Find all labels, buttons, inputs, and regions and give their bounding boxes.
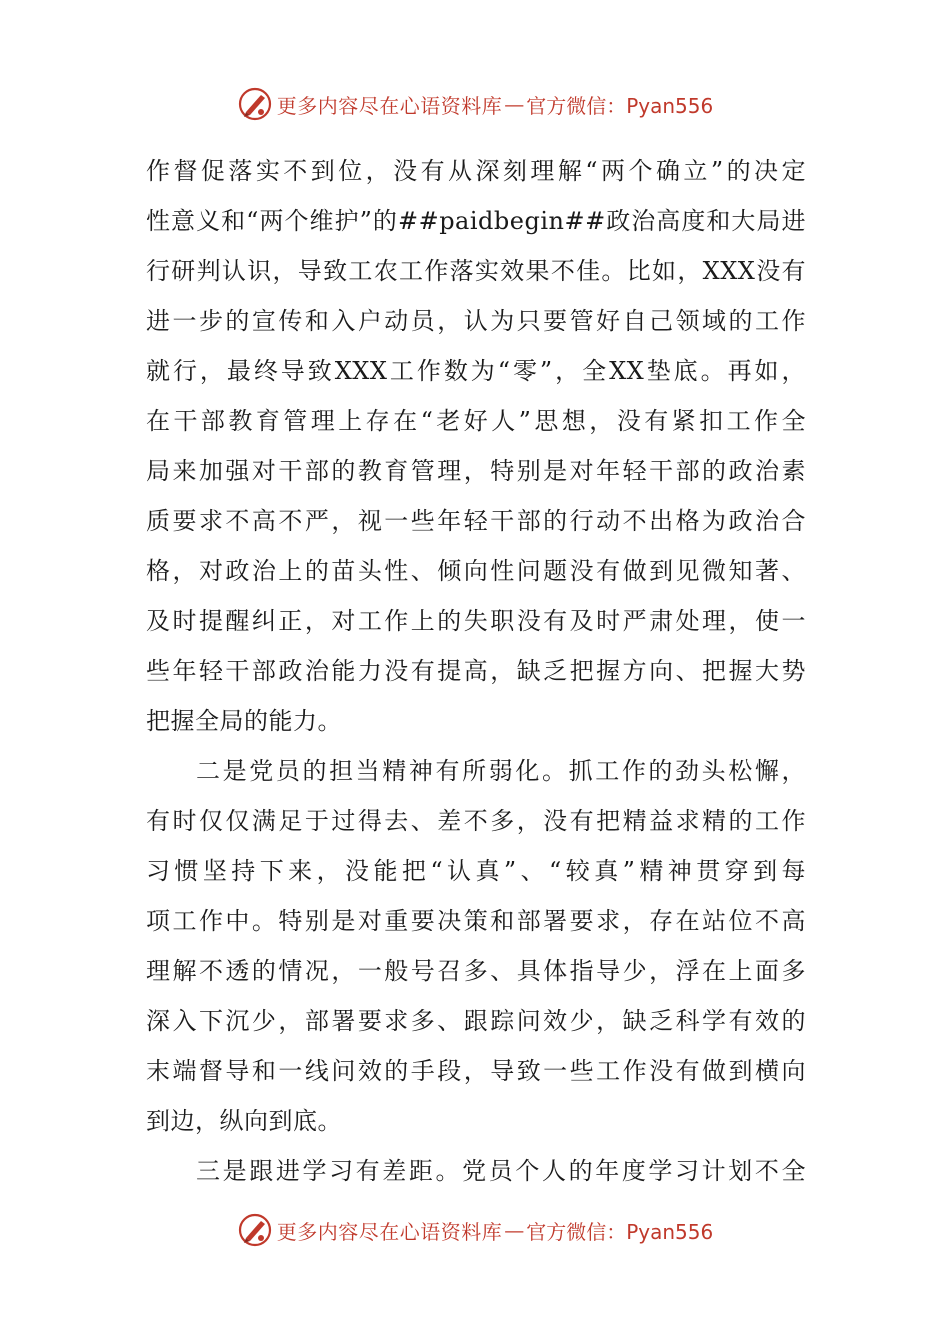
text-line: 进一步的宣传和入户动员，认为只要管好自己领域的工作 bbox=[146, 307, 806, 335]
text-line: 作督促落实不到位，没有从深刻理解“两个确立”的决定 bbox=[146, 157, 806, 185]
text-line: 有时仅仅满足于过得去、差不多，没有把精益求精的工作 bbox=[146, 807, 806, 835]
pen-logo-icon bbox=[237, 1212, 273, 1248]
pen-logo-icon bbox=[237, 86, 273, 122]
text-line: 理解不透的情况，一般号召多、具体指导少，浮在上面多 bbox=[146, 957, 806, 985]
banner-dash: — bbox=[504, 1218, 525, 1242]
text-line: 三是跟进学习有差距。党员个人的年度学习计划不全 bbox=[196, 1157, 806, 1185]
footer-banner bbox=[0, 1208, 950, 1252]
text-line: 在干部教育管理上存在“老好人”思想，没有紧扣工作全 bbox=[146, 407, 806, 435]
banner-wechat: 官方微信：Pyan556 bbox=[526, 93, 714, 118]
text-line: 性意义和“两个维护”的##paidbegin##政治高度和大局进 bbox=[146, 207, 806, 235]
text-line: 把握全局的能力。 bbox=[146, 707, 342, 735]
banner-dash: — bbox=[504, 92, 525, 116]
banner-wechat: 官方微信：Pyan556 bbox=[526, 1219, 714, 1244]
text-line: 二是党员的担当精神有所弱化。抓工作的劲头松懈， bbox=[196, 757, 806, 785]
text-line: 行研判认识，导致工农工作落实效果不佳。比如，XXX没有 bbox=[146, 257, 806, 285]
text-line: 到边，纵向到底。 bbox=[146, 1107, 342, 1135]
header-banner bbox=[0, 82, 950, 126]
text-line: 格，对政治上的苗头性、倾向性问题没有做到见微知著、 bbox=[146, 557, 806, 585]
document-body bbox=[146, 146, 806, 1196]
text-line: 局来加强对干部的教育管理，特别是对年轻干部的政治素 bbox=[146, 457, 806, 485]
text-line: 项工作中。特别是对重要决策和部署要求，存在站位不高 bbox=[146, 907, 806, 935]
text-line: 质要求不高不严，视一些年轻干部的行动不出格为政治合 bbox=[146, 507, 806, 535]
text-line: 习惯坚持下来，没能把“认真”、“较真”精神贯穿到每 bbox=[146, 857, 806, 885]
text-line: 些年轻干部政治能力没有提高，缺乏把握方向、把握大势 bbox=[146, 657, 806, 685]
text-line: 及时提醒纠正，对工作上的失职没有及时严肃处理，使一 bbox=[146, 607, 806, 635]
text-line: 深入下沉少，部署要求多、跟踪问效少，缺乏科学有效的 bbox=[146, 1007, 806, 1035]
text-line: 末端督导和一线问效的手段，导致一些工作没有做到横向 bbox=[146, 1057, 806, 1085]
banner-text: 更多内容尽在心语资料库 bbox=[276, 93, 503, 118]
text-line: 就行，最终导致XXX工作数为“零”，全XX垫底。再如， bbox=[146, 357, 806, 385]
banner-text: 更多内容尽在心语资料库 bbox=[276, 1219, 503, 1244]
